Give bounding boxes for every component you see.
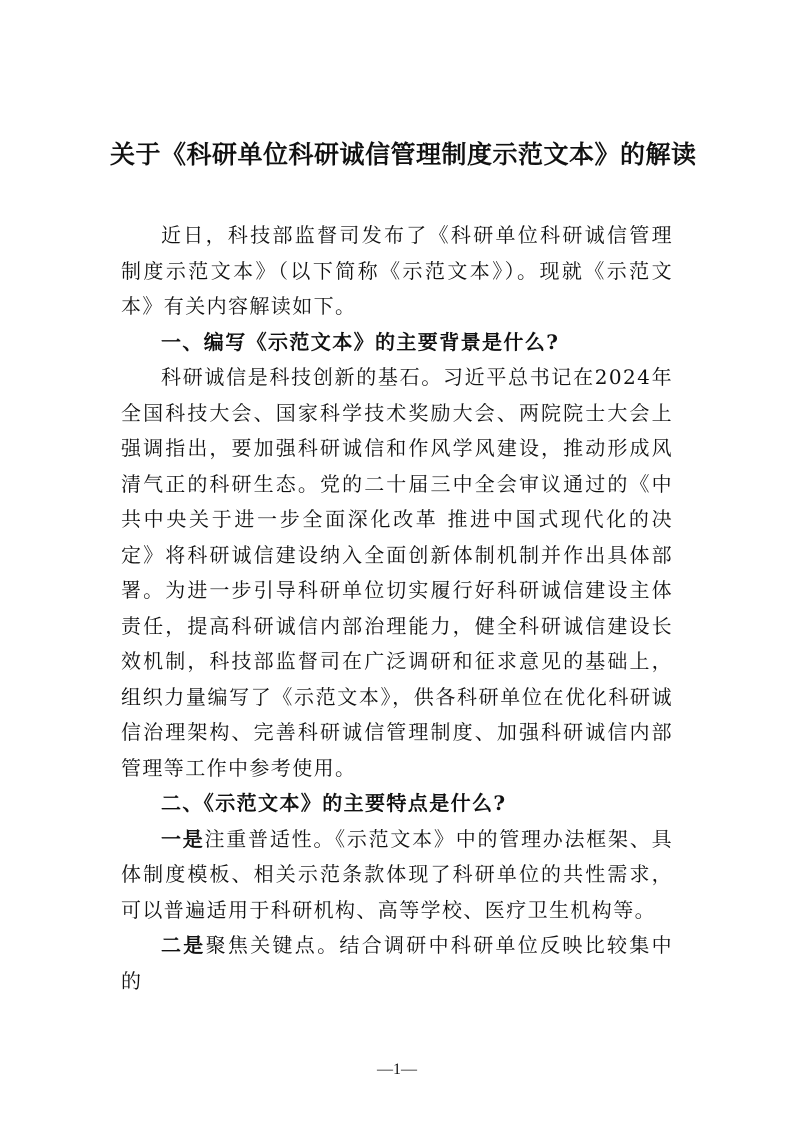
page-title: 关于《科研单位科研诚信管理制度示范文本》的解读	[110, 140, 697, 169]
feature-lead-1: 一是	[161, 826, 205, 851]
feature-text-2: 聚焦关键点。结合调研中科研单位反映比较集中的	[121, 933, 673, 993]
feature-paragraph-1	[121, 822, 673, 929]
intro-paragraph: 近日，科技部监督司发布了《科研单位科研诚信管理制度示范文本》（以下简称《示范文本》）。现就《示范文本》有关内容解读如下。	[121, 223, 673, 318]
feature-lead-2: 二是	[161, 933, 206, 957]
section-heading-1: 一、编写《示范文本》的主要背景是什么?	[161, 329, 560, 354]
document-body	[121, 218, 673, 999]
feature-text-1: 注重普适性。《示范文本》中的管理办法框架、具体制度模板、相关示范条款体现了科研单位的共性需求，可以普遍适用于科研机构、高等学校、医疗卫生机构等。	[121, 826, 673, 922]
page-number: —1—	[377, 1061, 417, 1078]
background-paragraph: 科研诚信是科技创新的基石。习近平总书记在2024年全国科技大会、国家科学技术奖励大会、两院院士大会上强调指出，要加强科研诚信和作风学风建设，推动形成风清气正的科研生态。党的二十届三中全会审议通过的《中共中央关于进一步全面深化改革 推进中国式现代化的决定》将科研诚信建设纳入全面创新体制机制并作出具体部署。为进一步引导科研单位切实履行好科研诚信建设主体责任，提高科研诚信内部治理能力，健全科研诚信建设长效机制，科技部监督司在广泛调研和征求意见的基础上，组织力量编写了《示范文本》，供各科研单位在优化科研诚信治理架构、完善科研诚信管理制度、加强科研诚信内部管理等工作中参考使用。	[121, 365, 673, 780]
section-heading-2: 二、《示范文本》的主要特点是什么?	[161, 791, 507, 815]
feature-paragraph-2	[121, 928, 673, 999]
